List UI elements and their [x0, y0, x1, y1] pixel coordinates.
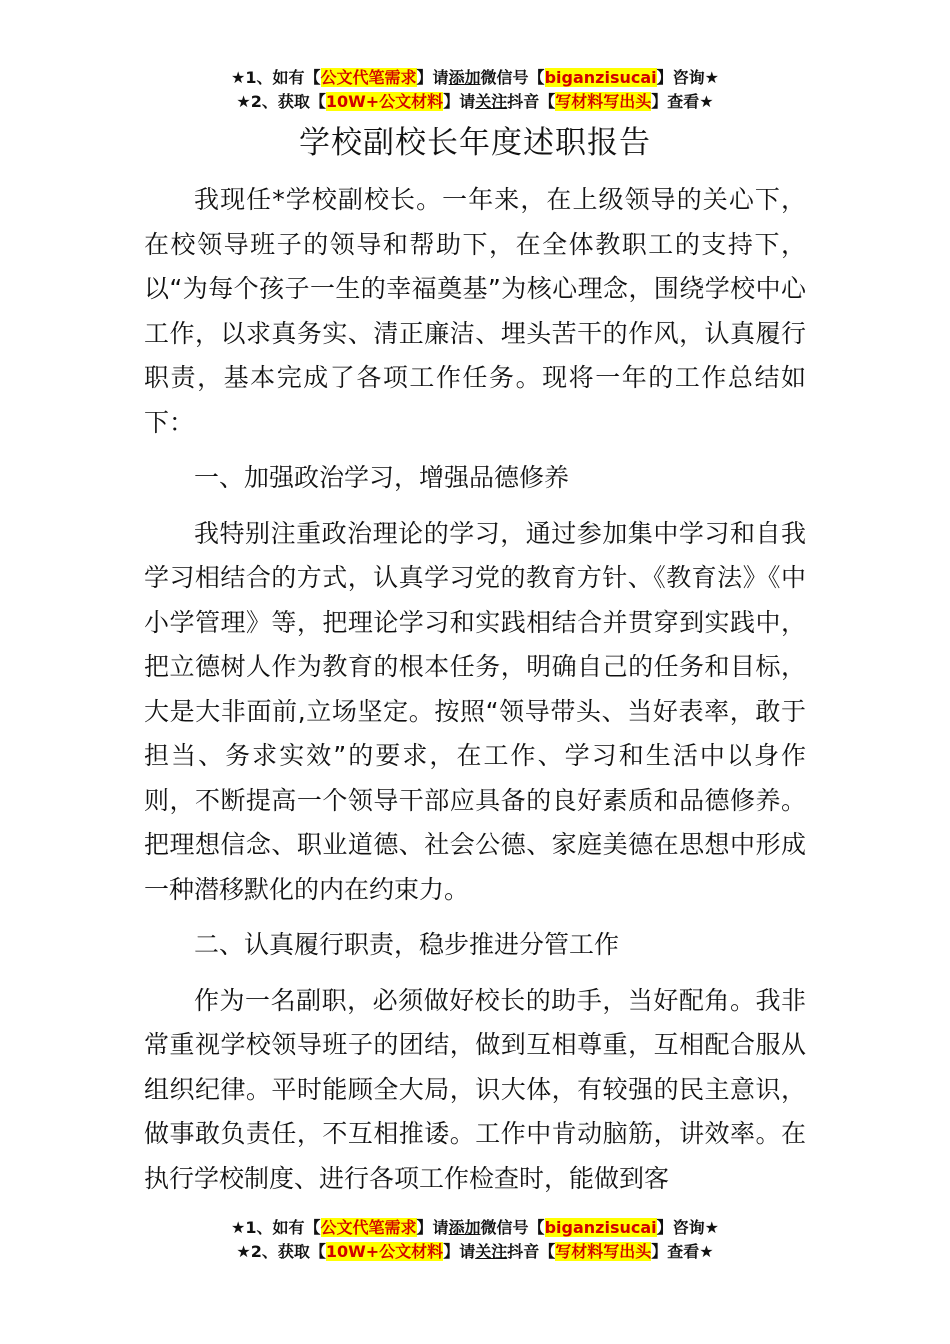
- promo-line-1: [0, 66, 950, 90]
- promo-underlined-text: 添加: [448, 1218, 481, 1237]
- promo-highlight: 10W+公文材料: [325, 1242, 444, 1261]
- promo-text: ★2、获取【: [236, 92, 326, 111]
- promo-text: 微信号【: [480, 1218, 545, 1237]
- section-heading-1: 一、加强政治学习，增强品德修养: [194, 463, 570, 492]
- document-body: [144, 178, 806, 1212]
- promo-text: 】咨询★: [656, 1218, 719, 1237]
- promo-highlight: 写材料写出头: [555, 92, 652, 111]
- promo-highlight: biganzisucai: [544, 68, 657, 87]
- promo-text: 】查看★: [651, 92, 714, 111]
- promo-text: ★1、如有【: [231, 1218, 321, 1237]
- promo-text: ★1、如有【: [231, 68, 321, 87]
- promo-line-2: [0, 1240, 950, 1264]
- promo-text: 】咨询★: [656, 68, 719, 87]
- promo-banner-bottom: [0, 1216, 950, 1264]
- section-heading-2: 二、认真履行职责，稳步推进分管工作: [194, 930, 620, 959]
- promo-highlight: 写材料写出头: [555, 1242, 652, 1261]
- promo-text: 】请: [443, 92, 476, 111]
- promo-text: 抖音【: [507, 1242, 556, 1261]
- promo-line-1: [0, 1216, 950, 1240]
- promo-text: 】请: [443, 1242, 476, 1261]
- promo-highlight: 10W+公文材料: [325, 92, 444, 111]
- promo-banner-top: [0, 66, 950, 114]
- promo-underlined-text: 添加: [448, 68, 481, 87]
- promo-text: 微信号【: [480, 68, 545, 87]
- promo-highlight: biganzisucai: [544, 1218, 657, 1237]
- promo-text: 】请: [416, 1218, 449, 1237]
- promo-underlined-text: 关注: [475, 1242, 508, 1261]
- promo-highlight: 公文代笔需求: [320, 68, 417, 87]
- promo-line-2: [0, 90, 950, 114]
- paragraph-section-2: 作为一名副职，必须做好校长的助手，当好配角。我非常重视学校领导班子的团结，做到互相尊重，互相配合服从组织纪律。平时能顾全大局，识大体，有较强的民主意识，做事敢负责任，不互相推诿。工作中肯动脑筋，讲效率。在执行学校制度、进行各项工作检查时，能做到客: [144, 985, 806, 1193]
- promo-underlined-text: 关注: [475, 92, 508, 111]
- promo-text: 】查看★: [651, 1242, 714, 1261]
- promo-highlight: 公文代笔需求: [320, 1218, 417, 1237]
- promo-text: 】请: [416, 68, 449, 87]
- paragraph-intro: 我现任*学校副校长。一年来，在上级领导的关心下，在校领导班子的领导和帮助下，在全体教职工的支持下，以“为每个孩子一生的幸福奠基”为核心理念，围绕学校中心工作，以求真务实、清正廉洁、埋头苦干的作风，认真履行职责，基本完成了各项工作任务。现将一年的工作总结如下：: [144, 185, 806, 437]
- promo-text: 抖音【: [507, 92, 556, 111]
- promo-text: ★2、获取【: [236, 1242, 326, 1261]
- paragraph-section-1: 我特别注重政治理论的学习，通过参加集中学习和自我学习相结合的方式，认真学习党的教育方针、《教育法》《中小学管理》等，把理论学习和实践相结合并贯穿到实践中，把立德树人作为教育的根本任务，明确自己的任务和目标，大是大非面前,立场坚定。按照“领导带头、当好表率，敢于担当、务求实效”的要求，在工作、学习和生活中以身作则，不断提高一个领导干部应具备的良好素质和品德修养。把理想信念、职业道德、社会公德、家庭美德在思想中形成一种潜移默化的内在约束力。: [144, 518, 806, 904]
- document-title: 学校副校长年度述职报告: [299, 125, 651, 161]
